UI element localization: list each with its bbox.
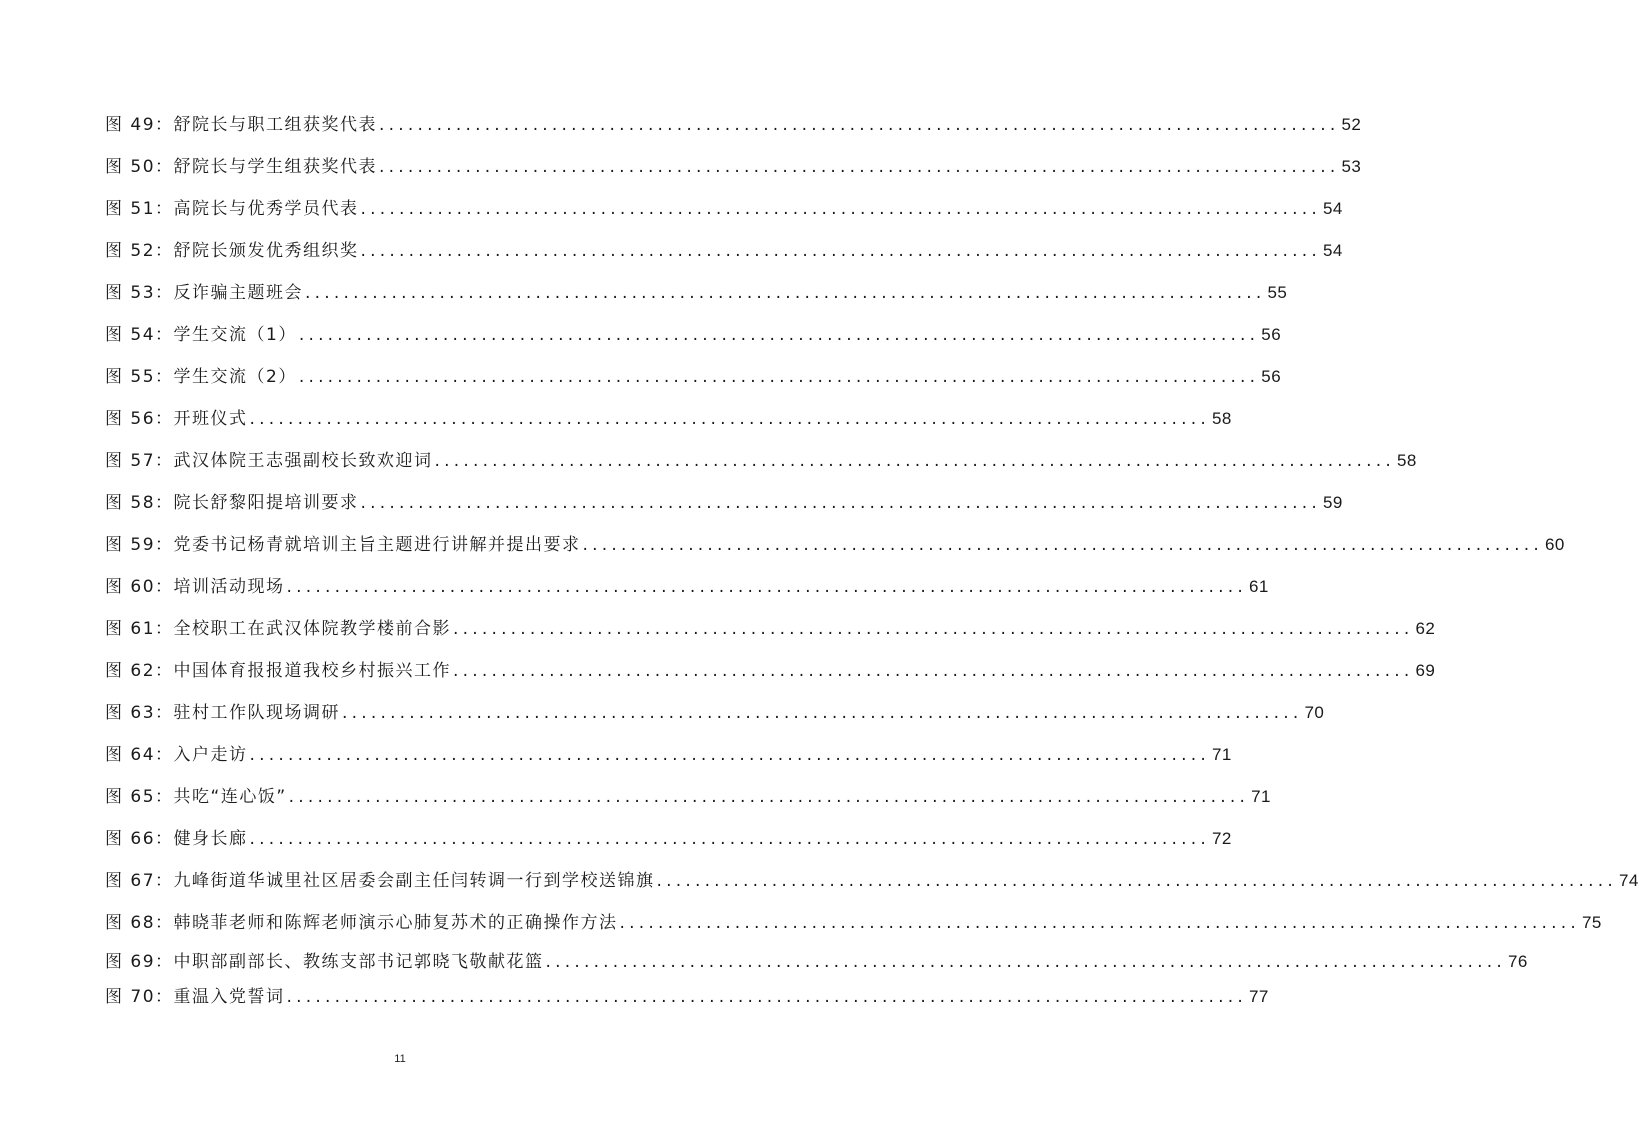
toc-entry-page: 60 — [1544, 535, 1565, 554]
dot-leader: .................................................................................................... — [545, 952, 1506, 972]
dot-leader: .................................................................................................... — [342, 703, 1303, 723]
toc-entry-label: 图 68： — [105, 913, 174, 933]
toc-entry-page: 54 — [1322, 199, 1343, 218]
toc-entry-label: 图 51： — [105, 199, 174, 219]
dot-leader: .................................................................................................... — [360, 493, 1321, 513]
dot-leader: .................................................................................................... — [582, 535, 1543, 555]
toc-entry-page: 69 — [1415, 661, 1436, 680]
toc-entry-title: 高院长与优秀学员代表 — [173, 199, 359, 219]
toc-entry-title: 健身长廊 — [173, 829, 248, 849]
toc-entry-title: 中职部副部长、教练支部书记郭晓飞敬献花篮 — [173, 952, 544, 972]
dot-leader: .................................................................................................... — [453, 661, 1414, 681]
toc-entry-title: 党委书记杨青就培训主旨主题进行讲解并提出要求 — [173, 535, 581, 555]
toc-entry-title: 院长舒黎阳提培训要求 — [173, 493, 359, 513]
dot-leader: .................................................................................................... — [360, 241, 1321, 261]
toc-entry-60[interactable] — [105, 573, 1269, 601]
toc-entry-title: 驻村工作队现场调研 — [173, 703, 341, 723]
toc-entry-58[interactable] — [105, 489, 1343, 517]
toc-entry-label: 图 54： — [105, 325, 174, 345]
dot-leader: .................................................................................................... — [286, 577, 1247, 597]
dot-leader: .................................................................................................... — [379, 157, 1340, 177]
toc-entry-label: 图 56： — [105, 409, 174, 429]
dot-leader: .................................................................................................... — [434, 451, 1395, 471]
toc-entry-page: 77 — [1248, 987, 1269, 1006]
toc-entry-page: 71 — [1211, 745, 1232, 764]
toc-entry-title: 学生交流（1） — [173, 325, 297, 345]
toc-entry-52[interactable] — [105, 237, 1343, 265]
toc-entry-title: 中国体育报报道我校乡村振兴工作 — [173, 661, 452, 681]
toc-entry-title: 全校职工在武汉体院教学楼前合影 — [173, 619, 452, 639]
toc-entry-label: 图 62： — [105, 661, 174, 681]
toc-entry-page: 76 — [1507, 952, 1528, 971]
toc-entry-57[interactable] — [105, 447, 1417, 475]
toc-entry-page: 56 — [1261, 325, 1282, 344]
toc-entry-page: 71 — [1251, 787, 1271, 806]
toc-entry-title: 舒院长与学生组获奖代表 — [173, 157, 378, 177]
toc-entry-title: 舒院长与职工组获奖代表 — [173, 115, 378, 135]
dot-leader: .................................................................................................... — [249, 745, 1210, 765]
toc-entry-page: 54 — [1322, 241, 1343, 260]
toc-entry-title: 反诈骗主题班会 — [173, 283, 304, 303]
toc-entry-label: 图 59： — [105, 535, 174, 555]
toc-entry-label: 图 66： — [105, 829, 174, 849]
dot-leader: .................................................................................................... — [379, 115, 1340, 135]
toc-entry-page: 62 — [1415, 619, 1436, 638]
toc-entry-page: 53 — [1341, 157, 1362, 176]
dot-leader: .................................................................................................... — [298, 367, 1260, 387]
toc-entry-label: 图 50： — [105, 157, 174, 177]
toc-entry-61[interactable] — [105, 615, 1436, 643]
toc-entry-title: 培训活动现场 — [173, 577, 285, 597]
dot-leader: .................................................................................................... — [360, 199, 1321, 219]
toc-entry-70[interactable] — [105, 983, 1269, 1011]
toc-entry-51[interactable] — [105, 195, 1343, 223]
toc-entry-label: 图 63： — [105, 703, 174, 723]
toc-entry-label: 图 67： — [105, 871, 174, 891]
dot-leader: .................................................................................................... — [453, 619, 1414, 639]
toc-entry-label: 图 52： — [105, 241, 174, 261]
dot-leader: .................................................................................................... — [249, 829, 1210, 849]
toc-entry-title: 武汉体院王志强副校长致欢迎词 — [173, 451, 433, 471]
toc-entry-53[interactable] — [105, 279, 1288, 307]
toc-entry-63[interactable] — [105, 699, 1325, 727]
toc-entry-66[interactable] — [105, 825, 1232, 853]
toc-entry-page: 72 — [1211, 829, 1232, 848]
toc-entry-69[interactable] — [105, 948, 1528, 976]
toc-entry-label: 图 64： — [105, 745, 174, 765]
toc-entry-59[interactable] — [105, 531, 1565, 559]
toc-entry-page: 55 — [1267, 283, 1288, 302]
dot-leader: .................................................................................................... — [298, 325, 1260, 345]
dot-leader: .................................................................................................... — [286, 987, 1247, 1007]
toc-entry-68[interactable] — [105, 909, 1602, 937]
toc-entry-label: 图 70： — [105, 987, 174, 1007]
toc-entry-55[interactable] — [105, 363, 1282, 391]
toc-entry-56[interactable] — [105, 405, 1232, 433]
toc-entry-page: 61 — [1248, 577, 1269, 596]
toc-entry-title: 开班仪式 — [173, 409, 248, 429]
toc-entry-64[interactable] — [105, 741, 1232, 769]
toc-entry-page: 58 — [1211, 409, 1232, 428]
toc-entry-page: 74 — [1618, 871, 1639, 890]
page-number: 11 — [394, 1053, 406, 1065]
toc-entry-page: 75 — [1581, 913, 1602, 932]
dot-leader: .................................................................................................... — [288, 787, 1250, 807]
dot-leader: .................................................................................................... — [249, 409, 1210, 429]
toc-entry-page: 52 — [1341, 115, 1362, 134]
toc-entry-page: 56 — [1261, 367, 1282, 386]
toc-entry-page: 59 — [1322, 493, 1343, 512]
toc-entry-title: 韩晓菲老师和陈辉老师演示心肺复苏术的正确操作方法 — [173, 913, 618, 933]
toc-entry-50[interactable] — [105, 153, 1362, 181]
dot-leader: .................................................................................................... — [619, 913, 1580, 933]
toc-entry-label: 图 53： — [105, 283, 174, 303]
toc-entry-54[interactable] — [105, 321, 1282, 349]
toc-entry-title: 入户走访 — [173, 745, 248, 765]
toc-entry-page: 70 — [1304, 703, 1325, 722]
toc-entry-label: 图 69： — [105, 952, 174, 972]
dot-leader: .................................................................................................... — [656, 871, 1617, 891]
toc-entry-label: 图 49： — [105, 115, 174, 135]
toc-entry-62[interactable] — [105, 657, 1436, 685]
toc-entry-label: 图 61： — [105, 619, 174, 639]
toc-entry-67[interactable] — [105, 867, 1639, 895]
toc-entry-label: 图 55： — [105, 367, 174, 387]
toc-entry-49[interactable] — [105, 111, 1362, 139]
toc-entry-page: 58 — [1396, 451, 1417, 470]
toc-entry-title: 九峰街道华诚里社区居委会副主任闫转调一行到学校送锦旗 — [173, 871, 655, 891]
toc-entry-65[interactable] — [105, 783, 1271, 811]
toc-entry-label: 图 60： — [105, 577, 174, 597]
toc-entry-label: 图 58： — [105, 493, 174, 513]
toc-entry-label: 图 65： — [105, 787, 174, 807]
toc-entry-title: 共吃“连心饭” — [173, 787, 287, 807]
toc-entry-title: 学生交流（2） — [173, 367, 297, 387]
toc-entry-label: 图 57： — [105, 451, 174, 471]
dot-leader: .................................................................................................... — [305, 283, 1266, 303]
toc-entry-title: 舒院长颁发优秀组织奖 — [173, 241, 359, 261]
toc-entry-title: 重温入党誓词 — [173, 987, 285, 1007]
